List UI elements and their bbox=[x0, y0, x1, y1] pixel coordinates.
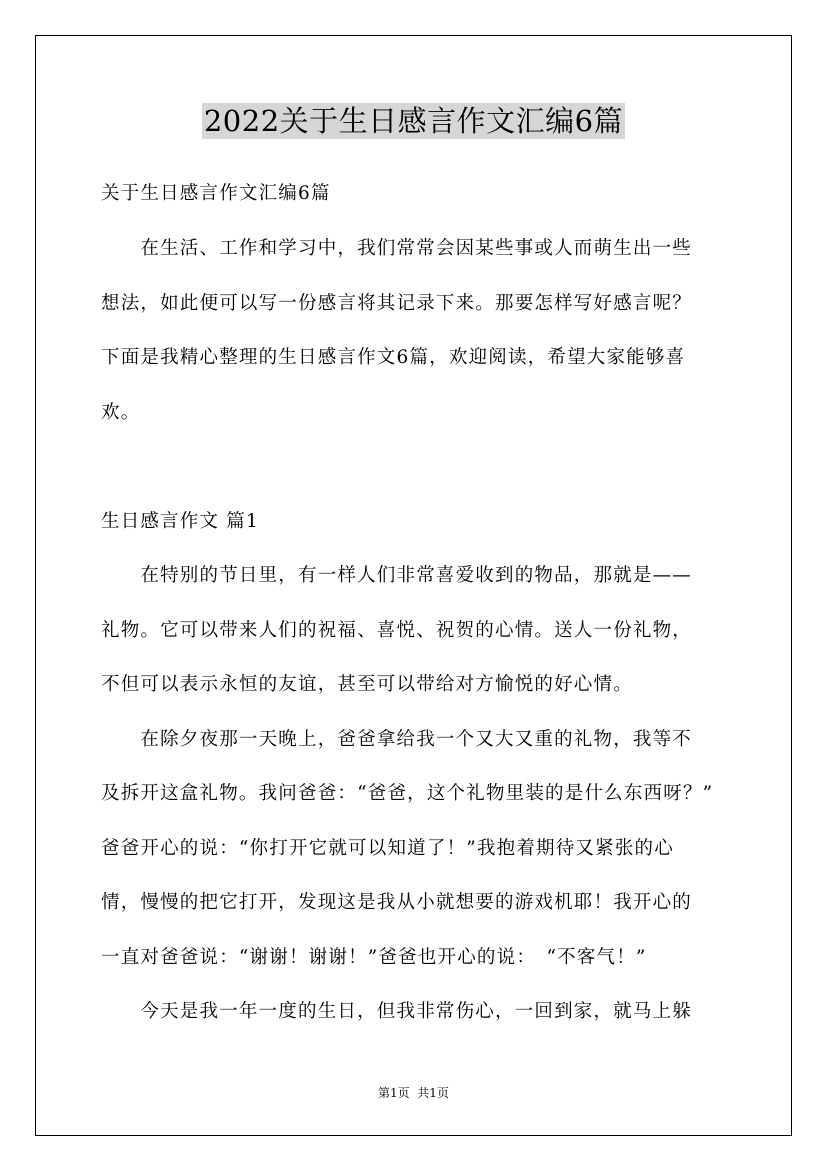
paragraph-line: 一直对爸爸说：“谢谢！谢谢！”爸爸也开心的说： “不客气！” bbox=[101, 947, 647, 968]
page-footer: 第1页 共1页 bbox=[378, 1086, 449, 1100]
section-heading: 生日感言作文 篇1 bbox=[101, 511, 259, 532]
paragraph-line: 情，慢慢的把它打开，发现这是我从小就想要的游戏机耶！我开心的 bbox=[101, 892, 693, 913]
paragraph-line: 在除夕夜那一天晚上，爸爸拿给我一个又大又重的礼物，我等不 bbox=[101, 729, 693, 750]
document-title: 2022关于生日感言作文汇编6篇 bbox=[203, 104, 624, 138]
paragraph-line: 礼物。它可以带来人们的祝福、喜悦、祝贺的心情。送人一份礼物， bbox=[101, 620, 693, 641]
document-subtitle: 关于生日感言作文汇编6篇 bbox=[101, 183, 331, 204]
paragraph-line: 在特别的节日里，有一样人们非常喜爱收到的物品，那就是—— bbox=[101, 565, 693, 586]
paragraph-line: 在生活、工作和学习中，我们常常会因某些事或人而萌生出一些 bbox=[101, 238, 693, 259]
paragraph-line: 今天是我一年一度的生日，但我非常伤心，一回到家，就马上躲 bbox=[101, 1001, 693, 1022]
title-container bbox=[0, 103, 827, 139]
paragraph-line: 想法，如此便可以写一份感言将其记录下来。那要怎样写好感言呢？ bbox=[101, 293, 693, 314]
paragraph-line: 不但可以表示永恒的友谊，甚至可以带给对方愉悦的好心情。 bbox=[101, 674, 633, 695]
paragraph-line: 爸爸开心的说：“你打开它就可以知道了！”我抱着期待又紧张的心 bbox=[101, 838, 674, 859]
paragraph-line: 欢。 bbox=[101, 402, 141, 423]
paragraph-line: 及拆开这盒礼物。我问爸爸：“爸爸，这个礼物里装的是什么东西呀？” bbox=[101, 783, 714, 804]
paragraph-line: 下面是我精心整理的生日感言作文6篇，欢迎阅读，希望大家能够喜 bbox=[101, 347, 686, 368]
